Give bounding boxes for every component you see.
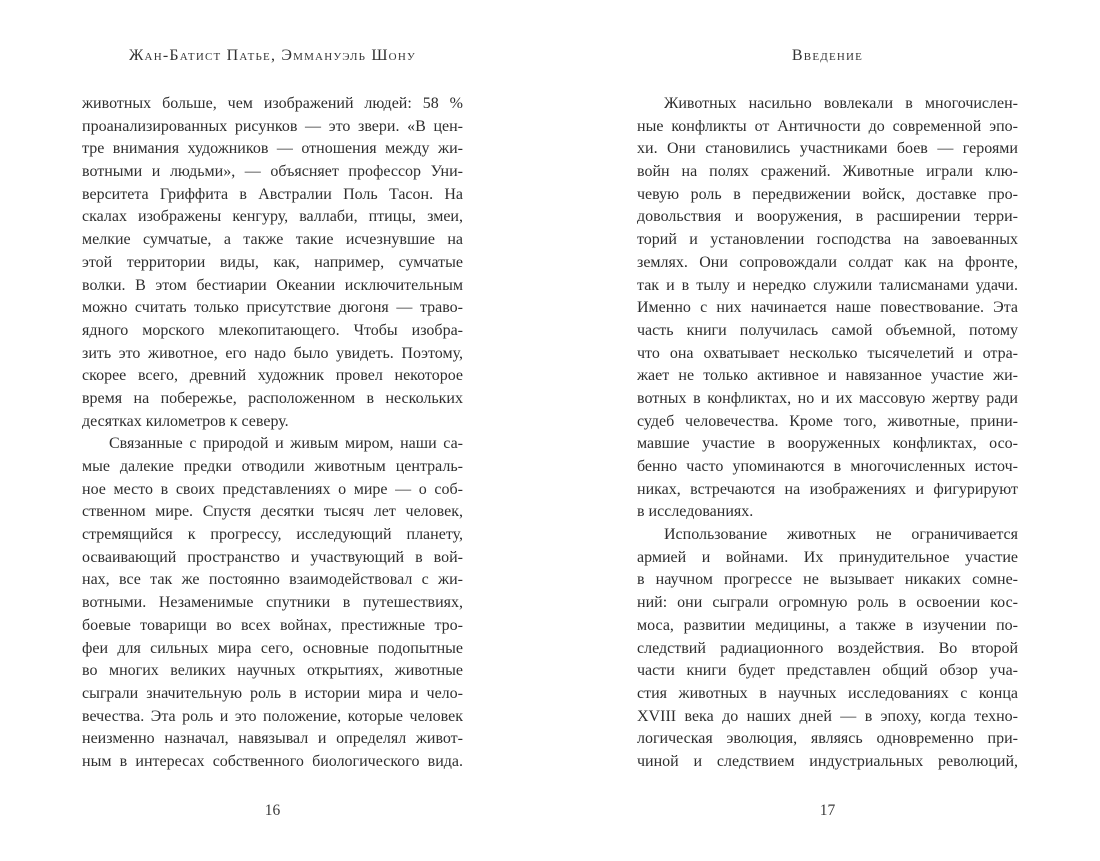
text-line: нах, все так же постоянно взаимодействовал с жи-	[82, 571, 463, 589]
text-line: время на побережье, расположенном в нескольких	[82, 389, 463, 407]
text-line: ным в интересах собственного биологического вида.	[82, 752, 463, 770]
text-line: в научном прогрессе не вызывает никаких сомне-	[637, 571, 1018, 589]
text-line: можно считать только присутствие дюгоня — траво-	[82, 299, 463, 317]
text-line: вотных в конфликтах, но и их массовую жертву ради	[637, 389, 1018, 407]
right-page-text	[637, 93, 1018, 774]
text-line: животных больше, чем изображений людей: 58 %	[82, 95, 463, 112]
text-line: чевую роль в передвижении войск, доставке про-	[637, 185, 1018, 203]
text-line: судеб человечества. Кроме того, животные, прини-	[637, 412, 1018, 430]
text-line: мавшие участие в вооруженных конфликтах, осо-	[637, 435, 1018, 453]
left-page	[82, 0, 463, 861]
text-line: Животных насильно вовлекали в многочислен-	[664, 95, 1018, 112]
text-line: вотными. Незаменимые спутники в путешествиях,	[82, 594, 463, 612]
left-page-number: 16	[264, 802, 281, 819]
text-line: довольствия и вооружения, в расширении терри-	[637, 208, 1018, 226]
text-line: боевые товарищи во всех войнах, престижные тро-	[82, 616, 463, 634]
text-line: тре внимания художников — отношения между жи-	[82, 140, 463, 158]
text-line: никах, встречаются на изображениях и фигурируют	[637, 480, 1018, 498]
text-line: ний: они сыграли огромную роль в освоении кос-	[637, 594, 1018, 612]
text-line: моса, развитии медицины, а также в изучении по-	[637, 616, 1018, 634]
text-line: армией и войнами. Их принудительное участие	[637, 548, 1018, 566]
text-line: скорее всего, древний художник провел некоторое	[82, 367, 463, 385]
text-line: мелкие сумчатые, а также такие исчезнувшие на	[82, 231, 463, 249]
text-line: жает не только активное и навязанное участие жи-	[637, 367, 1018, 385]
paragraph	[82, 433, 463, 773]
text-line: землях. Они сопровождали солдат как на фронте,	[637, 253, 1018, 271]
text-line: части книги будет представлен общий обзор уча-	[637, 662, 1018, 680]
text-line: осваивающий пространство и участвующий в вой-	[82, 548, 463, 566]
text-line: чиной и следствием индустриальных революций,	[637, 752, 1018, 770]
right-running-head: Введение	[791, 47, 864, 64]
text-line: Использование животных не ограничивается	[664, 526, 1018, 544]
text-line: стремящийся к прогрессу, исследующий планету,	[82, 526, 463, 544]
text-line: Связанные с природой и живым миром, наши са-	[109, 435, 463, 453]
text-line: ственном мире. Спустя десятки тысяч лет человек,	[82, 503, 463, 521]
paragraph	[82, 93, 463, 433]
text-line: верситета Гриффита в Австралии Поль Тасон. На	[82, 185, 463, 203]
text-line: торий и установлении господства на завоеванных	[637, 231, 1018, 249]
text-line: следствий радиационного воздействия. Во второй	[637, 639, 1018, 657]
text-line: проанализированных рисунков — это звери. «В цен-	[82, 117, 463, 135]
text-line: логическая эволюция, являясь одновременно при-	[637, 730, 1018, 748]
text-line: во многих великих научных открытиях, животные	[82, 662, 463, 680]
text-line: бенно часто упоминаются в многочисленных источ-	[637, 458, 1018, 475]
text-line: этой территории виды, как, например, сумчатые	[82, 253, 463, 271]
text-line: ные конфликты от Античности до современной эпо-	[637, 117, 1018, 135]
text-line: что она охватывает несколько тысячелетий и отра-	[637, 344, 1018, 362]
paragraph	[637, 524, 1018, 774]
text-line: часть книги получилась самой объемной, потому	[637, 321, 1018, 339]
left-page-text	[82, 93, 463, 774]
text-line: вотными и людьми», — объясняет профессор Уни-	[82, 163, 463, 181]
paragraph	[637, 93, 1018, 524]
text-line: зить это животное, его надо было увидеть. Поэтому,	[82, 344, 463, 362]
text-line: неизменно назначал, навязывал и определял живот-	[82, 730, 463, 748]
text-line: вечества. Эта роль и это положение, которые человек	[82, 707, 463, 725]
left-running-head: Жан-Батист Патье, Эммануэль Шону	[129, 47, 416, 64]
text-line: XVIII века до наших дней — в эпоху, когда техно-	[637, 707, 1018, 725]
text-line: Именно с них начинается наше повествование. Эта	[637, 299, 1018, 317]
right-page-number: 17	[819, 802, 836, 819]
text-line: феи для сильных мира сего, основные подопытные	[82, 639, 463, 657]
right-page	[637, 0, 1018, 861]
text-line: стия животных в научных исследованиях с конца	[637, 684, 1018, 702]
text-line: так и в тылу и нередко служили талисманами удачи.	[637, 276, 1018, 294]
text-line: в исследованиях.	[637, 503, 754, 521]
text-line: десятках километров к северу.	[82, 412, 289, 430]
text-line: хи. Они становились участниками боев — героями	[637, 140, 1018, 158]
text-line: мые далекие предки отводили животным централь-	[82, 458, 463, 475]
text-line: волки. В этом бестиарии Океании исключительным	[82, 276, 463, 294]
text-line: скалах изображены кенгуру, валлаби, птицы, змеи,	[82, 208, 463, 226]
text-line: сыграли значительную роль в истории мира и чело-	[82, 684, 463, 702]
text-line: ное место в своих представлениях о мире — о соб-	[82, 480, 463, 498]
text-line: войн на полях сражений. Животные играли клю-	[637, 163, 1018, 181]
text-line: ядного морского млекопитающего. Чтобы изобра-	[82, 321, 463, 339]
